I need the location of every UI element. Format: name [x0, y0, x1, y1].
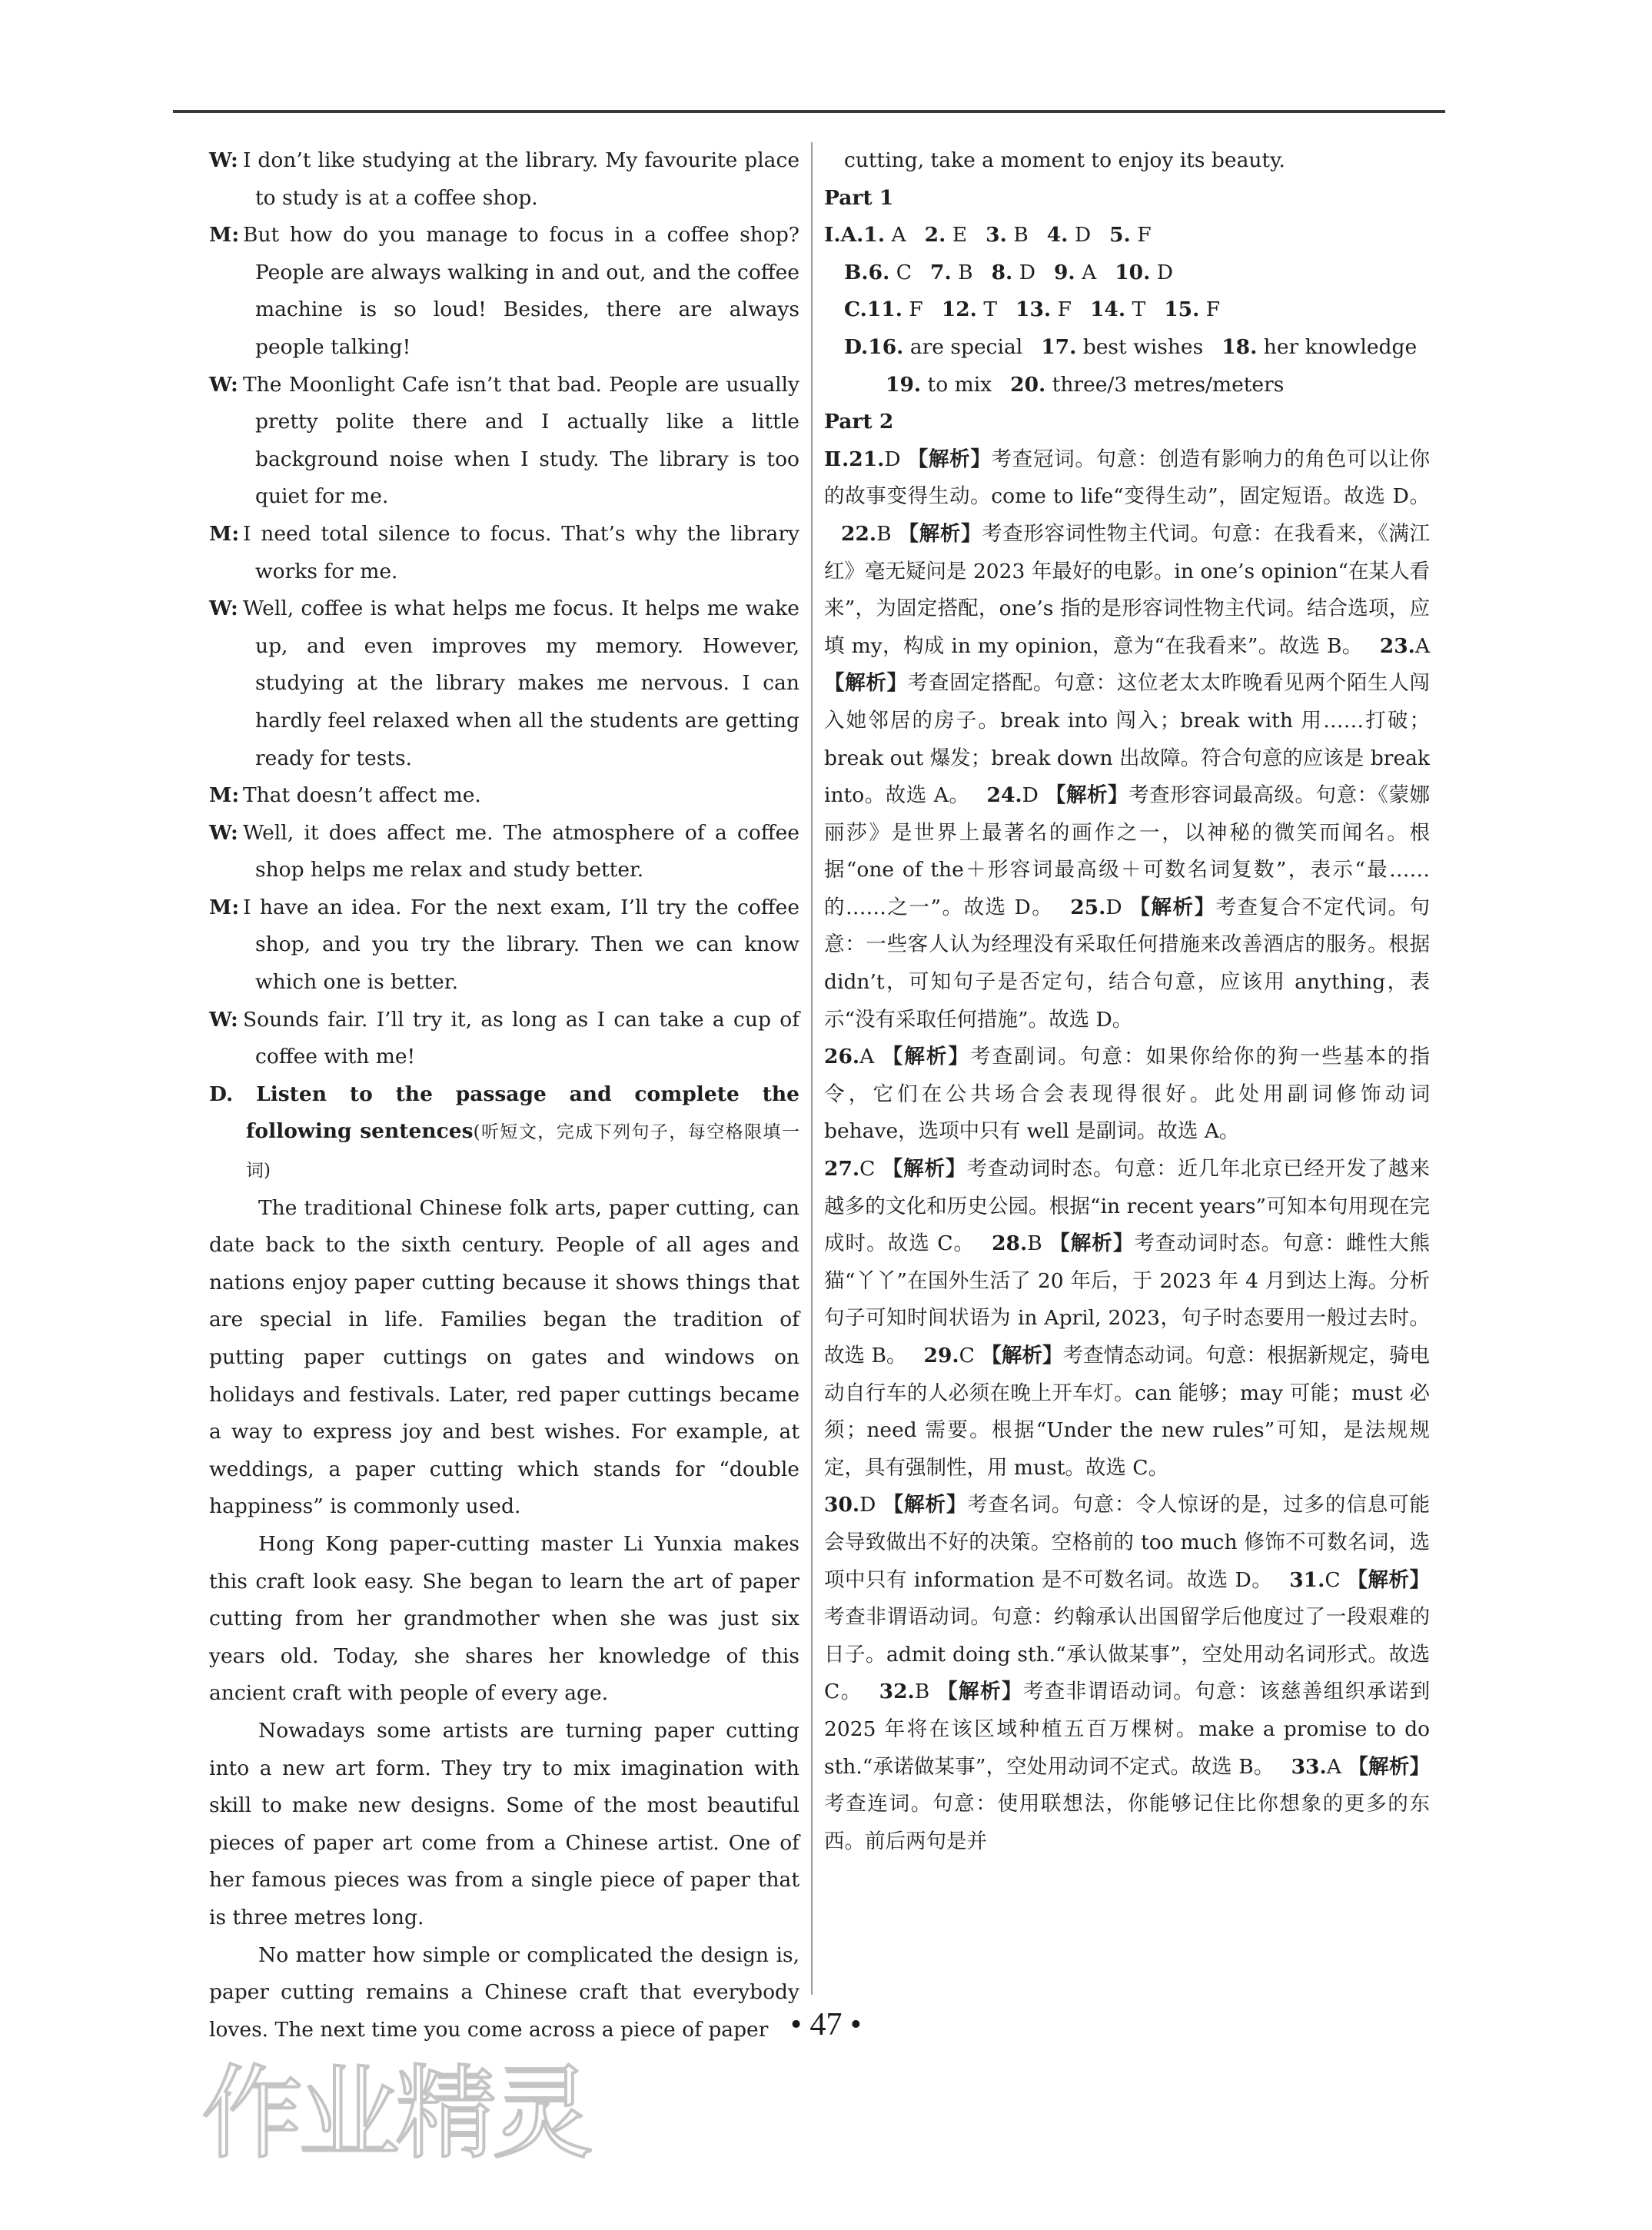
- part2-title: Part 2: [824, 410, 894, 434]
- analysis-tag: 【解析】: [882, 1157, 967, 1181]
- speaker: W:: [209, 597, 238, 621]
- analysis-text: 考查动词时态。句意：近几年北京已经开发了越来越多的文化和历史公园。根据“in recent years”可知本句用现在完成时。故选 C。: [824, 1157, 1430, 1256]
- watermark-graphic: [198, 2041, 598, 2172]
- page-number-value: 47: [809, 2007, 843, 2042]
- question-number: 32.: [879, 1680, 915, 1704]
- answer-item: [992, 261, 1035, 284]
- question-number: 30.: [824, 1493, 860, 1517]
- answer-value: D: [1074, 223, 1092, 248]
- analysis-text: 考查情态动词。句意：根据新规定，骑电动自行车的人必须在晚上开车灯。can 能够；may 可能；must 必须；need 需要。根据“Under the new rules”可知，是法规规定，具有强制性，用 must。故选 C。: [824, 1344, 1430, 1480]
- right-column: [824, 142, 1430, 1860]
- answer-number: 14.: [1089, 297, 1126, 322]
- answer-letter: B: [914, 1680, 930, 1704]
- passage-paragraph: No matter how simple or complicated the design is, paper cutting remains a Chinese craft that everybody loves. The next time you come across a piece of paper: [209, 1943, 799, 2042]
- analysis-tag: 【解析】: [883, 1493, 968, 1517]
- analysis-text: 考查固定搭配。句意：这位老太太昨晚看见两个陌生人闯入她邻居的房子。break into 闯入；break with 用……打破；break out 爆发；break down 出故障。符合句意的应该是 break into。故选 A。: [824, 671, 1431, 808]
- dialogue-line: [209, 777, 799, 815]
- answer-letter: A: [859, 1045, 875, 1069]
- answer-number: 6.: [868, 260, 890, 284]
- answer-number: 16.: [868, 334, 904, 359]
- answer-value: F: [1057, 297, 1072, 322]
- analysis-text: 考查非谓语动词。句意：约翰承认出国留学后他度过了一段艰难的日子。admit doing sth.“承认做某事”，空处用动名词形式。故选 C。: [824, 1605, 1430, 1704]
- answer-value: B: [958, 260, 973, 284]
- question-number: 29.: [923, 1344, 959, 1368]
- answer-number: 18.: [1222, 334, 1258, 359]
- answer-value: D: [1019, 260, 1035, 284]
- answer-item: [1164, 297, 1220, 321]
- answer-item: [930, 261, 973, 284]
- dialogue-text: But how do you manage to focus in a coffee shop? People are always walking in and out, and the coffee machine is so loud! Besides, there are always people talking!: [243, 223, 799, 359]
- analysis-tag: 【解析】: [898, 521, 982, 546]
- answer-number: 12.: [941, 297, 977, 322]
- answer-letter: A: [1326, 1754, 1341, 1779]
- answer-item: [942, 297, 997, 321]
- answer-value: C: [896, 260, 912, 284]
- answer-number: 3.: [986, 223, 1007, 248]
- passage-paragraph: Nowadays some artists are turning paper cutting into a new art form. They try to mix imagination with skill to make new designs. Some of the most beautiful pieces of paper art come from a Chinese artist. One of her famous pieces was from a single piece of paper that is three metres long.: [209, 1718, 799, 1929]
- analysis-tag: 【解析】: [1045, 783, 1129, 808]
- explanation-item: [824, 1045, 1430, 1143]
- question-number: 22.: [841, 521, 877, 546]
- speaker: W:: [209, 148, 238, 172]
- speaker: M:: [209, 223, 240, 248]
- analysis-text: 考查复合不定代词。句意：一些客人认为经理没有采取任何措施来改善酒店的服务。根据 didn’t，可知句子是否定句，结合句意，应该用 anything，表示“没有采取任何措施”。故选 D。: [824, 895, 1431, 1032]
- speaker: M:: [209, 783, 240, 808]
- answer-value: E: [952, 223, 968, 248]
- question-number: 24.: [986, 783, 1022, 808]
- answer-number: 9.: [1053, 260, 1075, 284]
- answer-item: [1222, 335, 1417, 359]
- answer-letter: C: [1325, 1567, 1341, 1592]
- dialogue-line: [209, 1002, 799, 1076]
- analysis-text: 考查冠词。句意：创造有影响力的角色可以让你的故事变得生动。come to life“变得生动”，固定短语。故选 D。: [824, 447, 1431, 509]
- answer-item: [1010, 373, 1284, 397]
- speaker: M:: [209, 895, 240, 919]
- answer-letter: D: [884, 447, 901, 471]
- dialogue-text: Well, it does affect me. The atmosphere of a coffee shop helps me relax and study better.: [243, 820, 799, 882]
- answer-value: to mix: [927, 372, 992, 397]
- question-number: 26.: [824, 1045, 860, 1069]
- analysis-text: 考查名词。句意：令人惊讶的是，过多的信息可能会导致做出不好的决策。空格前的 too much 修饰不可数名词，选项中只有 information 是不可数名词。故选 D。: [824, 1493, 1431, 1592]
- answer-item: [869, 261, 912, 284]
- answer-value: are special: [909, 334, 1023, 359]
- answer-letter: D: [859, 1493, 876, 1517]
- answer-row: [824, 329, 1430, 367]
- dialogue-line: [209, 142, 799, 217]
- answer-number: 13.: [1015, 297, 1052, 322]
- section-d-title: D. Listen to the passage and complete the following sentences: [209, 1082, 799, 1144]
- answer-item: [868, 335, 1022, 359]
- question-number: 33.: [1291, 1754, 1327, 1779]
- section-d-instruction: (听短文，完成下列句子，每空格限填一词): [246, 1122, 799, 1181]
- answer-number: 7.: [930, 260, 952, 284]
- answer-value: T: [983, 297, 998, 322]
- dialogue-line: [209, 889, 799, 1002]
- answer-number: 5.: [1109, 223, 1131, 248]
- answer-row: [824, 217, 1430, 254]
- dialogue-text: That doesn’t affect me.: [243, 783, 481, 808]
- answer-row-label: Ⅰ.A.: [824, 223, 864, 248]
- analysis-text: 考查副词。句意：如果你给你的狗一些基本的指令，它们在公共场合会表现得很好。此处用副词修饰动词 behave，选项中只有 well 是副词。故选 A。: [824, 1045, 1430, 1144]
- answer-item: [863, 223, 906, 247]
- watermark-logo: [198, 2041, 598, 2172]
- answer-item: [1041, 335, 1203, 359]
- analysis-tag: 【解析】: [882, 1045, 971, 1069]
- answer-value: T: [1132, 297, 1146, 322]
- answer-letter: D: [1105, 895, 1122, 919]
- answer-item: [1015, 297, 1072, 321]
- answer-item: [1054, 261, 1096, 284]
- answer-letter: C: [959, 1344, 975, 1368]
- passage-paragraph: The traditional Chinese folk arts, paper cutting, can date back to the sixth century. People of all ages and nations enjoy paper cutting because it shows things that are special in life. Families began the tradition of putting paper cuttings on gates and windows on holidays and festivals. Later, red paper cuttings became a way to express joy and best wishes. For example, at weddings, a paper cutting which stands for “double happiness” is commonly used.: [209, 1195, 799, 1519]
- analysis-tag: 【解析】: [1347, 1567, 1430, 1592]
- answer-value: her knowledge: [1263, 334, 1418, 359]
- analysis-tag: 【解析】: [1348, 1754, 1430, 1779]
- passage: [209, 1190, 799, 2049]
- question-number: 25.: [1070, 895, 1106, 919]
- analysis-text: 考查非谓语动词。句意：该慈善组织承诺到 2025 年将在该区域种植五百万棵树。make a promise to do sth.“承诺做某事”，空处用动词不定式。故选 B。: [824, 1680, 1431, 1779]
- answer-number: 20.: [1010, 372, 1046, 397]
- analysis-text: 考查连词。句意：使用联想法，你能够记住比你想象的更多的东西。前后两句是并: [824, 1792, 1430, 1853]
- answer-row-label: C.: [844, 297, 867, 322]
- analysis-text: 考查形容词最高级。句意：《蒙娜丽莎》是世界上最著名的画作之一，以神秘的微笑而闻名。根据“one of the＋形容词最高级＋可数名词复数”，表示“最……的……之一”。故选 D。: [824, 783, 1431, 919]
- answer-letter: C: [859, 1157, 876, 1181]
- answer-number: 19.: [886, 372, 922, 397]
- question-number: 27.: [824, 1157, 860, 1181]
- left-column: [209, 142, 799, 2049]
- answer-number: 11.: [866, 297, 902, 322]
- part1-title: Part 1: [824, 185, 894, 210]
- question-number: 28.: [992, 1231, 1028, 1256]
- speaker: W:: [209, 820, 238, 845]
- answer-letter: B: [1027, 1231, 1042, 1256]
- analysis-tag: 【解析】: [937, 1680, 1023, 1704]
- answer-value: A: [891, 223, 906, 248]
- dialogue-text: I need total silence to focus. That’s why the library works for me.: [243, 521, 799, 583]
- top-rule: [173, 110, 1445, 113]
- watermark-text: 作业精灵: [201, 2055, 589, 2172]
- explanation-item: [824, 1344, 1430, 1480]
- column-divider: [811, 142, 813, 1995]
- speaker: W:: [209, 372, 238, 397]
- speaker: M:: [209, 521, 240, 546]
- answer-item: [986, 223, 1029, 247]
- analysis-tag: 【解析】: [824, 671, 908, 696]
- answer-letter: A: [1414, 633, 1430, 658]
- answer-row-label: D.: [844, 334, 869, 359]
- answer-value: F: [1137, 223, 1152, 248]
- analysis-tag: 【解析】: [907, 447, 992, 471]
- answer-item: [1109, 223, 1152, 247]
- question-number: Ⅱ.21.: [824, 447, 885, 471]
- answer-item: [1115, 261, 1173, 284]
- answer-value: A: [1082, 260, 1097, 284]
- section-d-heading: [209, 1076, 799, 1190]
- answer-row: [824, 254, 1430, 292]
- answer-letter: B: [876, 521, 892, 546]
- passage-continuation: cutting, take a moment to enjoy its beauty.: [844, 148, 1285, 172]
- dialogue-text: I have an idea. For the next exam, I’ll try the coffee shop, and you try the library. Then we can know which one is better.: [243, 895, 799, 995]
- question-number: 31.: [1289, 1567, 1325, 1592]
- dialogue-text: I don’t like studying at the library. My favourite place to study is at a coffee shop.: [243, 148, 799, 210]
- answer-value: three/3 metres/meters: [1052, 372, 1285, 397]
- passage-paragraph: Hong Kong paper-cutting master Li Yunxia makes this craft look easy. She began to learn the art of paper cutting from her grandmother when she was just six years old. Today, she shares her knowledge of this ancient craft with people of every age.: [209, 1531, 799, 1706]
- answer-item: [1090, 297, 1145, 321]
- answer-item: [1047, 223, 1091, 247]
- answer-number: 10.: [1115, 260, 1151, 284]
- analysis-tag: 【解析】: [1129, 895, 1216, 919]
- dialogue-line: [209, 516, 799, 590]
- answer-number: 2.: [924, 223, 946, 248]
- answer-item: [925, 223, 967, 247]
- part1-answers: [824, 217, 1430, 404]
- answer-row-label: B.: [844, 260, 869, 284]
- speaker: W:: [209, 1007, 238, 1032]
- explanation-item: [824, 447, 1430, 509]
- answer-number: 1.: [863, 223, 886, 248]
- part2-explanations: [824, 441, 1430, 1861]
- answer-item: [886, 373, 992, 397]
- answer-row: [824, 367, 1430, 404]
- analysis-tag: 【解析】: [1049, 1231, 1135, 1256]
- answer-value: B: [1013, 223, 1029, 248]
- page-number: • 47 •: [790, 2007, 862, 2042]
- explanation-item: [824, 522, 1430, 658]
- analysis-text: 考查形容词性物主代词。句意：在我看来，《满江红》毫无疑问是 2023 年最好的电影。in one’s opinion“在某人看来”，为固定搭配，one’s 指的是形容词性物主代词。结合选项，应填 my，构成 in my opinion，意为“在我看来”。故选 B。: [824, 521, 1431, 658]
- dialogue-line: [209, 217, 799, 366]
- dialogue-text: Well, coffee is what helps me focus. It helps me wake up, and even improves my memory. However, studying at the library makes me nervous. I can hardly feel relaxed when all the students are getting ready for tests.: [243, 597, 799, 770]
- answer-value: F: [909, 297, 923, 322]
- explanation-item: [824, 634, 1430, 807]
- answer-number: 15.: [1164, 297, 1200, 322]
- answer-number: 17.: [1041, 334, 1077, 359]
- dialogue-line: [209, 590, 799, 777]
- dialogue-text: Sounds fair. I’ll try it, as long as I can take a cup of coffee with me!: [243, 1007, 799, 1069]
- analysis-tag: 【解析】: [981, 1344, 1063, 1368]
- answer-number: 8.: [991, 260, 1013, 284]
- dialogue: [209, 142, 799, 1076]
- answer-value: F: [1205, 297, 1221, 322]
- answer-value: best wishes: [1082, 334, 1204, 359]
- question-number: 23.: [1379, 633, 1415, 658]
- dialogue-text: The Moonlight Cafe isn’t that bad. People are usually pretty polite there and I actually like a little background noise when I study. The library is too quiet for me.: [243, 372, 799, 509]
- dialogue-line: [209, 367, 799, 516]
- answer-item: [867, 297, 923, 321]
- analysis-text: 考查动词时态。句意：雌性大熊猫“丫丫”在国外生活了 20 年后，于 2023 年 4 月到达上海。分析句子可知时间状语为 in April, 2023，句子时态要用一般过去时。故选 B。: [824, 1231, 1431, 1368]
- answer-letter: D: [1022, 783, 1039, 808]
- dialogue-line: [209, 815, 799, 889]
- answer-row: [824, 291, 1430, 329]
- answer-value: D: [1156, 260, 1174, 284]
- answer-number: 4.: [1046, 223, 1069, 248]
